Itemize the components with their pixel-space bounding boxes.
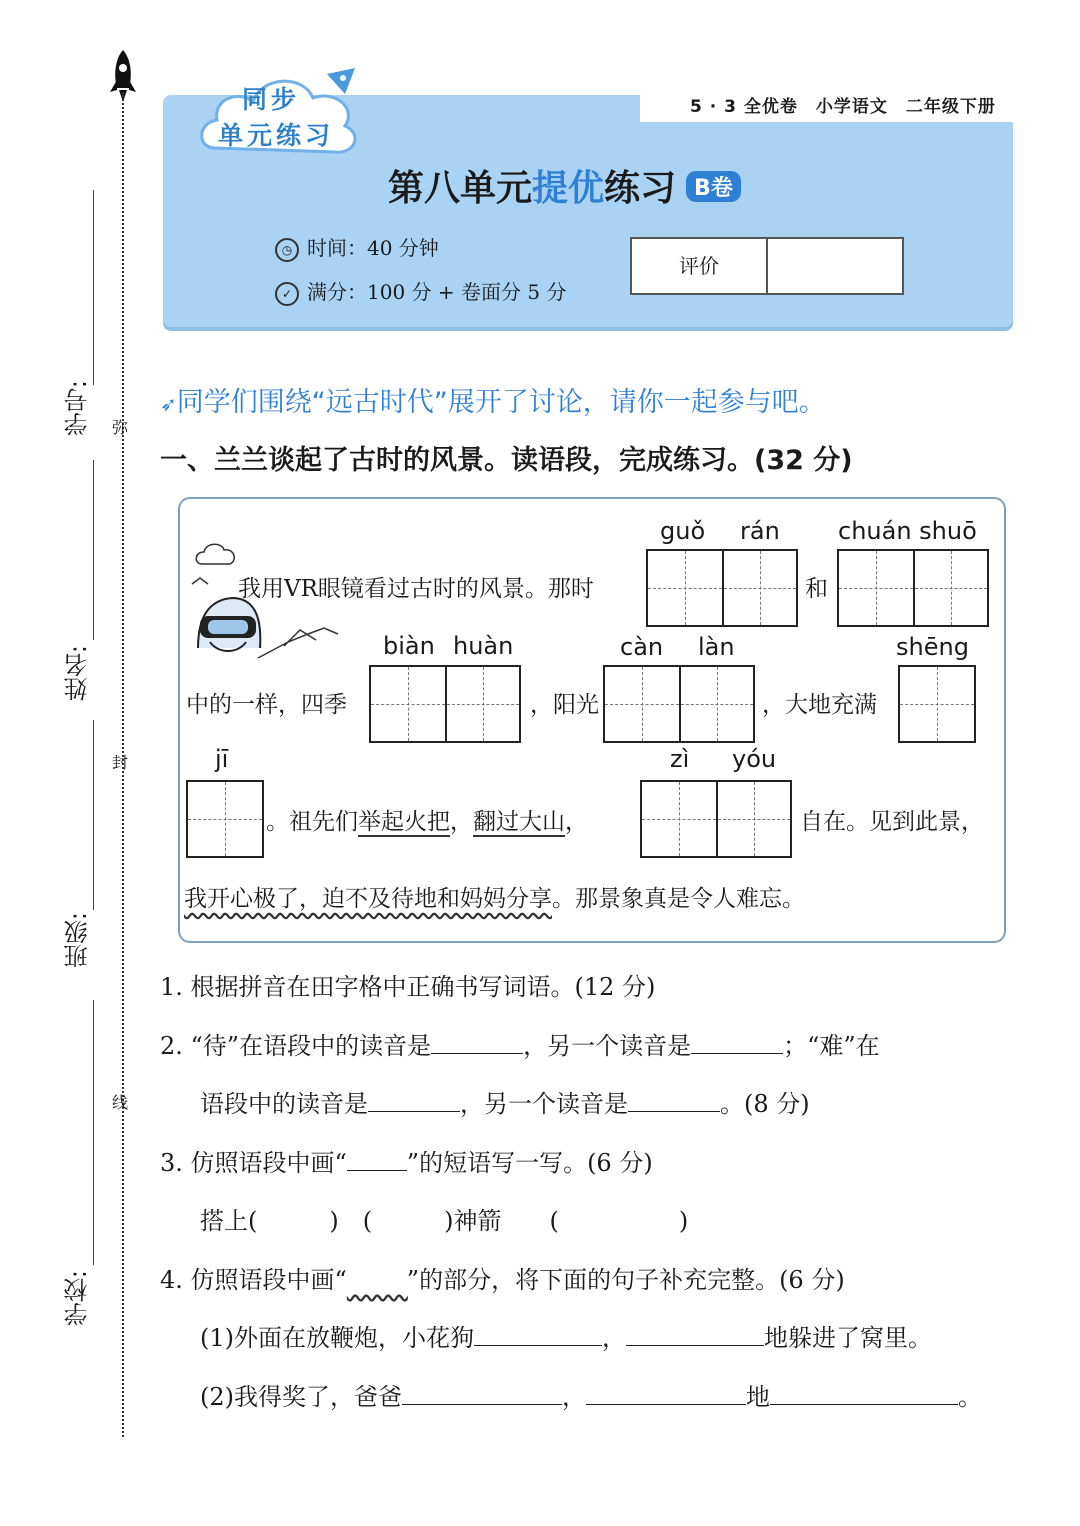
seal-char-feng: 封 xyxy=(112,753,129,772)
pinyin-ran: rán xyxy=(740,517,780,545)
pinyin-you: yóu xyxy=(732,745,777,773)
question-2-line2 xyxy=(200,1084,810,1119)
pinyin-can: càn xyxy=(620,633,664,661)
q2-text-f: 。(8 分) xyxy=(720,1090,810,1118)
q2-blank-4[interactable] xyxy=(628,1089,720,1112)
grid-guoran[interactable] xyxy=(646,549,798,627)
passage-line1: 我用VR眼镜看过古时的风景。那时 xyxy=(238,576,594,602)
q4-1-text-a: (1)外面在放鞭炮，小花狗 xyxy=(200,1324,474,1352)
pinyin-zi: zì xyxy=(670,745,690,773)
passage-line2c: ，大地充满 xyxy=(762,692,877,718)
check-icon: ✓ xyxy=(275,282,299,306)
pinyin-sheng: shēng xyxy=(896,633,969,661)
q4-2-blank-2[interactable] xyxy=(586,1382,746,1405)
q2-text-a: 2. “待”在语段中的读音是 xyxy=(160,1032,432,1060)
passage-line3b: 自在。见到此景， xyxy=(800,809,984,835)
underlined-phrase-1: 举起火把 xyxy=(358,809,450,835)
name-line xyxy=(93,460,94,640)
q4-2-blank-1[interactable] xyxy=(402,1382,562,1405)
q4-text-a: 4. 仿照语段中画“ xyxy=(160,1266,347,1294)
grid-ziyou[interactable] xyxy=(640,780,792,858)
pinyin-chuanshuo: chuán shuō xyxy=(838,517,977,545)
title-part3: 练习 xyxy=(604,168,677,209)
seal-char-xian: 线 xyxy=(112,1093,129,1112)
q2-blank-3[interactable] xyxy=(368,1089,460,1112)
name-label: 姓名: xyxy=(64,645,92,702)
badge-line2: 单元练习 xyxy=(218,121,335,150)
grid-sheng[interactable] xyxy=(898,665,976,743)
score-text: 满分：100 分 + 卷面分 5 分 xyxy=(307,280,567,304)
section1-title: 一、兰兰谈起了古时的风景。读语段，完成练习。(32 分) xyxy=(160,445,853,476)
q4-2-text-d: 。 xyxy=(958,1383,982,1411)
q3-text-a: 3. 仿照语段中画“ xyxy=(160,1149,347,1177)
grid-canlan[interactable] xyxy=(603,665,755,743)
student-id-line xyxy=(93,190,94,385)
school-label: 学校: xyxy=(64,1270,92,1327)
passage-comma-1: ， xyxy=(450,809,473,835)
grid-ji[interactable] xyxy=(186,780,264,858)
q3-underline-sample xyxy=(347,1148,407,1171)
class-line xyxy=(93,720,94,910)
student-id-label: 学号: xyxy=(64,380,92,437)
score-row xyxy=(275,276,566,306)
vr-girl-illustration-icon xyxy=(188,538,348,668)
q2-blank-1[interactable] xyxy=(431,1031,523,1054)
question-3-answer-line[interactable]: 搭上( ) ( )神箭 ( ) xyxy=(200,1207,689,1235)
q4-1-comma: ， xyxy=(602,1324,626,1352)
page-title xyxy=(388,160,741,211)
grid-chuanshuo[interactable] xyxy=(837,549,989,627)
passage-line3a: 。祖先们 xyxy=(266,809,358,835)
underlined-phrase-2: 翻过大山 xyxy=(473,809,565,835)
q4-wavy-sample xyxy=(347,1266,407,1294)
q4-1-blank-1[interactable] xyxy=(474,1323,602,1346)
time-text: 时间：40 分钟 xyxy=(307,236,439,260)
badge-line1: 同步 xyxy=(242,85,301,114)
q4-2-text-a: (2)我得奖了，爸爸 xyxy=(200,1383,402,1411)
question-2-line1 xyxy=(160,1026,880,1061)
passage-line4-rest: 。那景象真是令人难忘。 xyxy=(552,886,805,912)
school-line xyxy=(93,1000,94,1265)
title-part1: 第八单元 xyxy=(388,168,533,209)
passage-line3 xyxy=(266,803,588,836)
q4-2-text-c: 地 xyxy=(746,1383,770,1411)
question-3 xyxy=(160,1143,653,1178)
passage-line4 xyxy=(184,880,805,913)
class-label: 班级: xyxy=(64,912,92,969)
pinyin-huan: huàn xyxy=(453,632,514,660)
q3-text-b: ”的短语写一写。(6 分) xyxy=(406,1149,653,1177)
question-1: 1. 根据拼音在田字格中正确书写词语。(12 分) xyxy=(160,973,656,1001)
paper-tag-badge: B卷 xyxy=(686,171,741,202)
wavy-sentence: 我开心极了，迫不及待地和妈妈分享 xyxy=(184,886,552,912)
q4-2-comma: ， xyxy=(562,1383,586,1411)
q2-text-e: ，另一个读音是 xyxy=(460,1090,628,1118)
evaluation-box xyxy=(630,237,904,295)
passage-line2a: 中的一样，四季 xyxy=(186,692,347,718)
question-4 xyxy=(160,1260,845,1295)
series-title: 5 · 3 全优卷 小学语文 二年级下册 xyxy=(690,97,996,117)
question-4-item1 xyxy=(200,1318,932,1353)
q4-2-blank-3[interactable] xyxy=(770,1382,958,1405)
grid-bianhuan[interactable] xyxy=(369,665,521,743)
q2-text-b: ，另一个读音是 xyxy=(523,1032,692,1060)
intro-line xyxy=(160,380,826,419)
q2-text-c: ；“难”在 xyxy=(783,1032,880,1060)
time-row xyxy=(275,232,439,262)
rocket-small-icon: ➶ xyxy=(160,392,177,416)
pinyin-lan: làn xyxy=(698,633,735,661)
q2-text-d: 语段中的读音是 xyxy=(200,1090,368,1118)
passage-line2b: ，阳光 xyxy=(530,692,599,718)
pinyin-guo: guǒ xyxy=(660,517,706,545)
clock-icon: ◷ xyxy=(275,238,299,262)
passage-comma-2: ， xyxy=(565,809,588,835)
q4-text-b: ”的部分，将下面的句子补充完整。(6 分) xyxy=(406,1266,845,1294)
question-4-item2 xyxy=(200,1377,982,1412)
pinyin-ji: jī xyxy=(215,745,229,773)
evaluation-label: 评价 xyxy=(632,239,768,293)
intro-text: 同学们围绕“远古时代”展开了讨论，请你一起参与吧。 xyxy=(176,387,826,418)
seal-char-mi: 弥 xyxy=(112,418,129,437)
passage-he: 和 xyxy=(805,576,828,602)
title-part2: 提优 xyxy=(532,168,605,209)
pinyin-bian: biàn xyxy=(383,632,435,660)
q2-blank-2[interactable] xyxy=(691,1031,783,1054)
q4-1-text-c: 地躲进了窝里。 xyxy=(764,1324,932,1352)
q4-1-blank-2[interactable] xyxy=(626,1323,764,1346)
